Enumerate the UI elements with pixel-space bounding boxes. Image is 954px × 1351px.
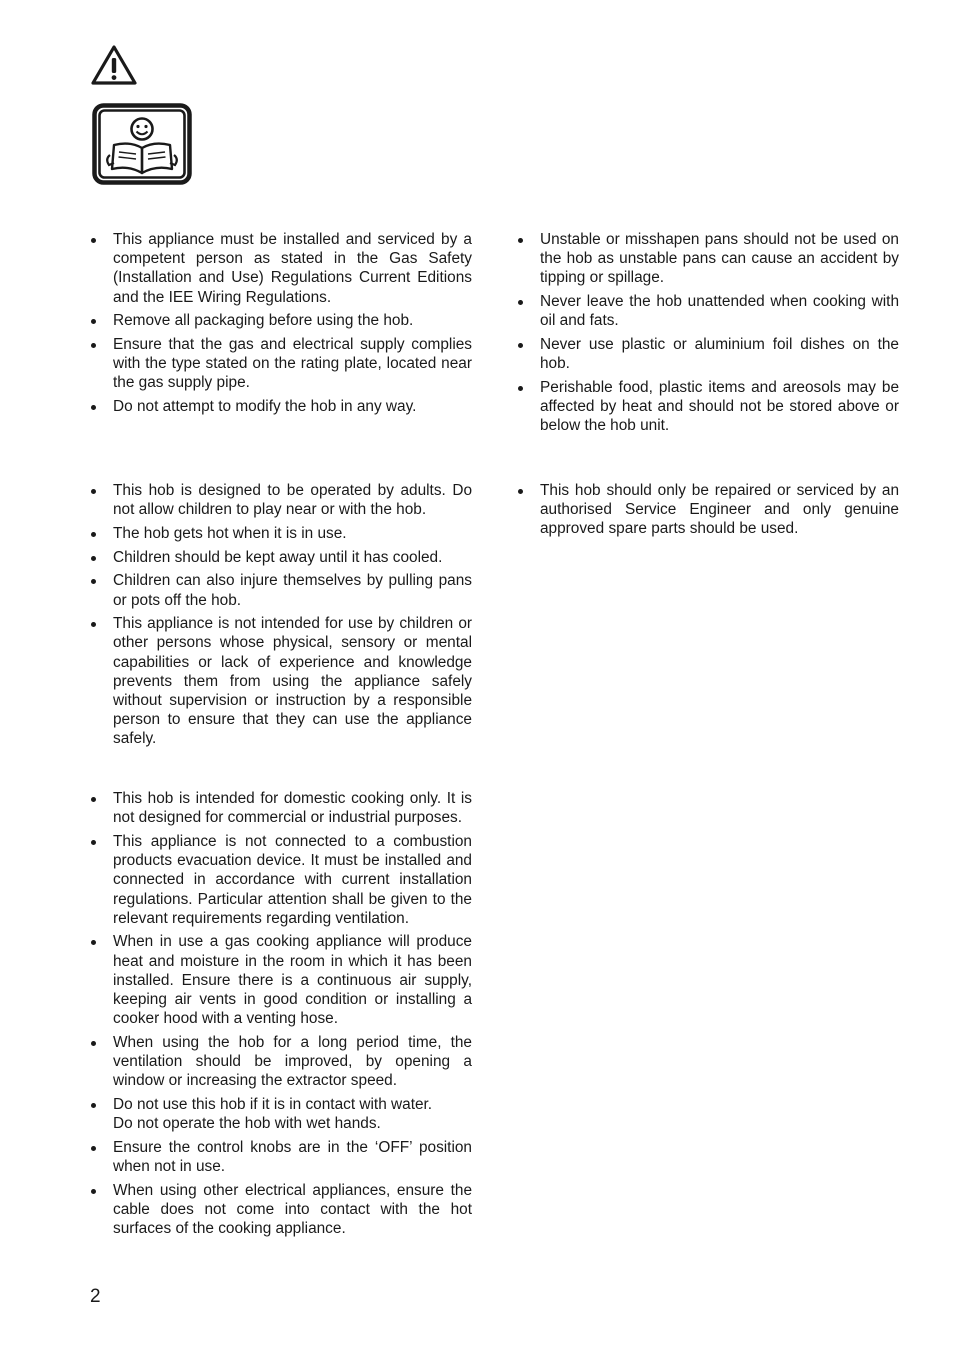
list-item: When in use a gas cooking appliance will produce heat and moisture in the room in which it has been installed. Ensure there is a continuous air supply, keeping air vents in good condition or installing a cooker hood with a venting hose. bbox=[90, 932, 472, 1028]
list-item: When using the hob for a long period time, the ventilation should be improved, by opening a window or increasing the extractor speed. bbox=[90, 1033, 472, 1091]
service-section bbox=[517, 481, 899, 543]
page-number: 2 bbox=[90, 1286, 101, 1307]
list-item: This appliance is not connected to a combustion products evacuation device. It must be installed and connected in accordance with current installation regulations. Particular attention shall be given to the relevant requirements regarding ventilation. bbox=[90, 832, 472, 928]
warning-triangle-icon bbox=[90, 44, 138, 86]
list-item: The hob gets hot when it is in use. bbox=[90, 524, 472, 543]
list-item: Ensure that the gas and electrical supply complies with the type stated on the rating plate, located near the gas supply pipe. bbox=[90, 335, 472, 393]
list-item: This appliance is not intended for use by children or other persons whose physical, sensory or mental capabilities or lack of experience and knowledge prevents them from using the appliance safely without supervision or instruction by a responsible person to ensure that they can use the appliance safely. bbox=[90, 614, 472, 748]
list-item: This hob is designed to be operated by adults. Do not allow children to play near or with the hob. bbox=[90, 481, 472, 519]
read-instructions-icon bbox=[92, 103, 192, 185]
list-item: Children can also injure themselves by pulling pans or pots off the hob. bbox=[90, 571, 472, 609]
installation-section bbox=[90, 230, 472, 421]
service-list bbox=[517, 481, 899, 539]
list-item: Children should be kept away until it has cooled. bbox=[90, 548, 472, 567]
cookware-section bbox=[517, 230, 899, 440]
installation-list bbox=[90, 230, 472, 416]
children-section bbox=[90, 481, 472, 753]
list-item: Unstable or misshapen pans should not be used on the hob as unstable pans can cause an accident by tipping or spillage. bbox=[517, 230, 899, 288]
use-section bbox=[90, 789, 472, 1243]
list-item: Do not use this hob if it is in contact with water. Do not operate the hob with wet hands. bbox=[90, 1095, 472, 1133]
list-item: This hob should only be repaired or serviced by an authorised Service Engineer and only genuine approved spare parts should be used. bbox=[517, 481, 899, 539]
list-item: This hob is intended for domestic cooking only. It is not designed for commercial or industrial purposes. bbox=[90, 789, 472, 827]
list-item: This appliance must be installed and serviced by a competent person as stated in the Gas Safety (Installation and Use) Regulations Current Editions and the IEE Wiring Regulations. bbox=[90, 230, 472, 307]
list-item: Never use plastic or aluminium foil dishes on the hob. bbox=[517, 335, 899, 373]
list-item: Perishable food, plastic items and areosols may be affected by heat and should not be stored above or below the hob unit. bbox=[517, 378, 899, 436]
children-list bbox=[90, 481, 472, 749]
cookware-list bbox=[517, 230, 899, 436]
list-item: Do not attempt to modify the hob in any way. bbox=[90, 397, 472, 416]
list-item: Ensure the control knobs are in the ‘OFF’ position when not in use. bbox=[90, 1138, 472, 1176]
list-item: Never leave the hob unattended when cooking with oil and fats. bbox=[517, 292, 899, 330]
list-item: Remove all packaging before using the hob. bbox=[90, 311, 472, 330]
list-item: When using other electrical appliances, ensure the cable does not come into contact with the hot surfaces of the cooking appliance. bbox=[90, 1181, 472, 1239]
use-list bbox=[90, 789, 472, 1238]
